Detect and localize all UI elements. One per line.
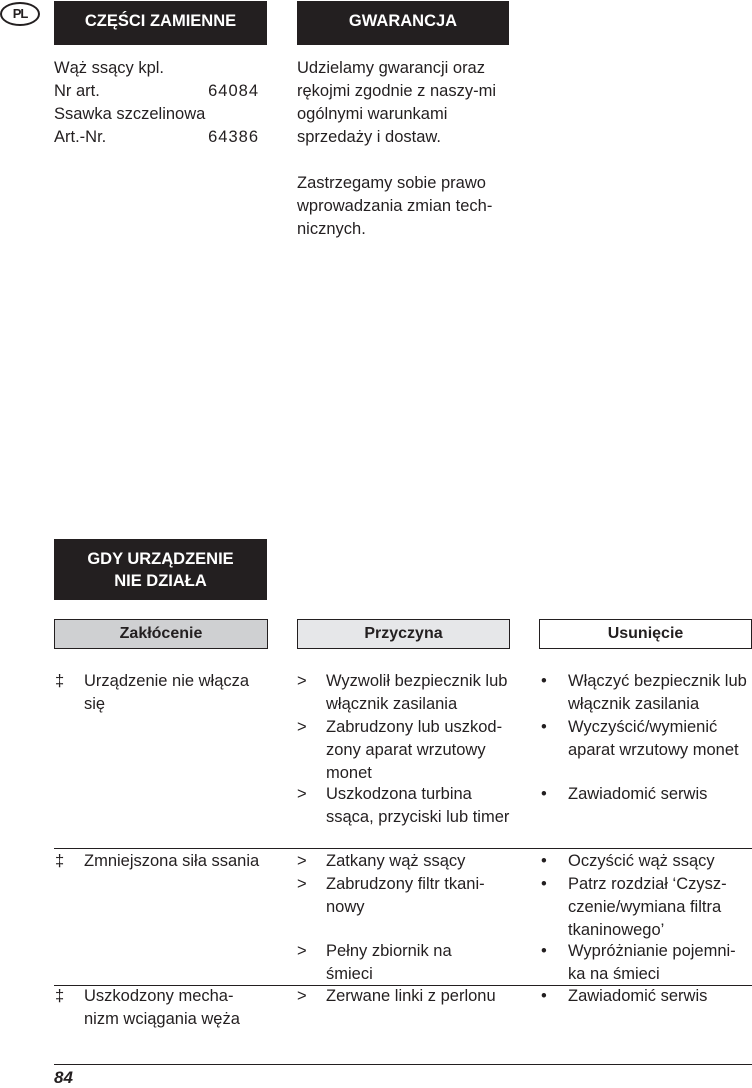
language-badge: PL (0, 2, 40, 26)
page-number: 84 (54, 1068, 73, 1087)
fault-column-header: Zakłócenie (54, 619, 268, 649)
remedy-marker: • (541, 718, 547, 736)
cause-marker: > (297, 852, 307, 870)
remedy-text: Wyczyścić/wymienić aparat wrzutowy monet (568, 718, 739, 759)
spare-parts-heading: CZĘŚCI ZAMIENNE (54, 1, 267, 45)
cause-column-header: Przyczyna (297, 619, 510, 649)
part-number-label: Nr art. (54, 82, 100, 100)
remedy-marker: • (541, 785, 547, 803)
warranty-paragraph: Zastrzegamy sobie prawo wprowadzania zmian tech-nicznych. (297, 174, 493, 238)
cause-text: Pełny zbiornik na śmieci (326, 942, 452, 983)
remedy-text: Zawiadomić serwis (568, 987, 708, 1005)
cause-text: Uszkodzona turbina ssąca, przyciski lub timer (326, 785, 510, 826)
remedy-column-header: Usunięcie (539, 619, 752, 649)
remedy-marker: • (541, 987, 547, 1005)
cause-text: Zabrudzony filtr tkani-nowy (326, 875, 485, 916)
part-number-row (54, 80, 259, 103)
troubleshooting-heading (54, 539, 267, 600)
fault-marker: ‡ (55, 987, 65, 1005)
footer-rule (54, 1064, 752, 1065)
cause-text: Zatkany wąż ssący (326, 852, 466, 870)
part-name: Ssawka szczelinowa (54, 105, 206, 123)
cause-marker: > (297, 987, 307, 1005)
row-divider (54, 848, 752, 849)
cause-text: Wyzwolił bezpiecznik lub włącznik zasilania (326, 672, 508, 713)
remedy-text: Wypróżnianie pojemni-ka na śmieci (568, 942, 736, 983)
cause-marker: > (297, 672, 307, 690)
troubleshooting-heading-line: NIE DZIAŁA (114, 572, 207, 590)
cause-marker: > (297, 785, 307, 803)
remedy-text: Patrz rozdział ‘Czysz-czenie/wymiana filtra tkaninowego’ (568, 875, 727, 939)
warranty-paragraph: Udzielamy gwarancji oraz rękojmi zgodnie z naszy-mi ogólnymi warunkami sprzedaży i dostaw. (297, 59, 496, 146)
cause-marker: > (297, 718, 307, 736)
remedy-marker: • (541, 875, 547, 893)
fault-text: Uszkodzony mecha-nizm wciągania węża (84, 987, 240, 1028)
part-name: Wąż ssący kpl. (54, 59, 165, 77)
part-number-row (54, 126, 259, 149)
cause-marker: > (297, 942, 307, 960)
warranty-heading: GWARANCJA (297, 1, 509, 45)
fault-text: Zmniejszona siła ssania (84, 852, 260, 870)
remedy-marker: • (541, 852, 547, 870)
cause-marker: > (297, 875, 307, 893)
part-number: 64386 (208, 128, 259, 146)
troubleshooting-heading-line: GDY URZĄDZENIE (87, 550, 234, 568)
cause-text: Zabrudzony lub uszkod-zony aparat wrzutowy monet (326, 718, 503, 782)
warranty-text (297, 57, 509, 241)
remedy-text: Włączyć bezpiecznik lub włącznik zasilania (568, 672, 747, 713)
remedy-marker: • (541, 672, 547, 690)
part-number: 64084 (208, 82, 259, 100)
cause-text: Zerwane linki z perlonu (326, 987, 496, 1005)
part-number-label: Art.-Nr. (54, 128, 107, 146)
remedy-text: Oczyścić wąż ssący (568, 852, 715, 870)
remedy-marker: • (541, 942, 547, 960)
fault-marker: ‡ (55, 852, 65, 870)
fault-text: Urządzenie nie włącza się (84, 672, 250, 713)
spare-parts-list (54, 57, 259, 149)
fault-marker: ‡ (55, 672, 65, 690)
remedy-text: Zawiadomić serwis (568, 785, 708, 803)
